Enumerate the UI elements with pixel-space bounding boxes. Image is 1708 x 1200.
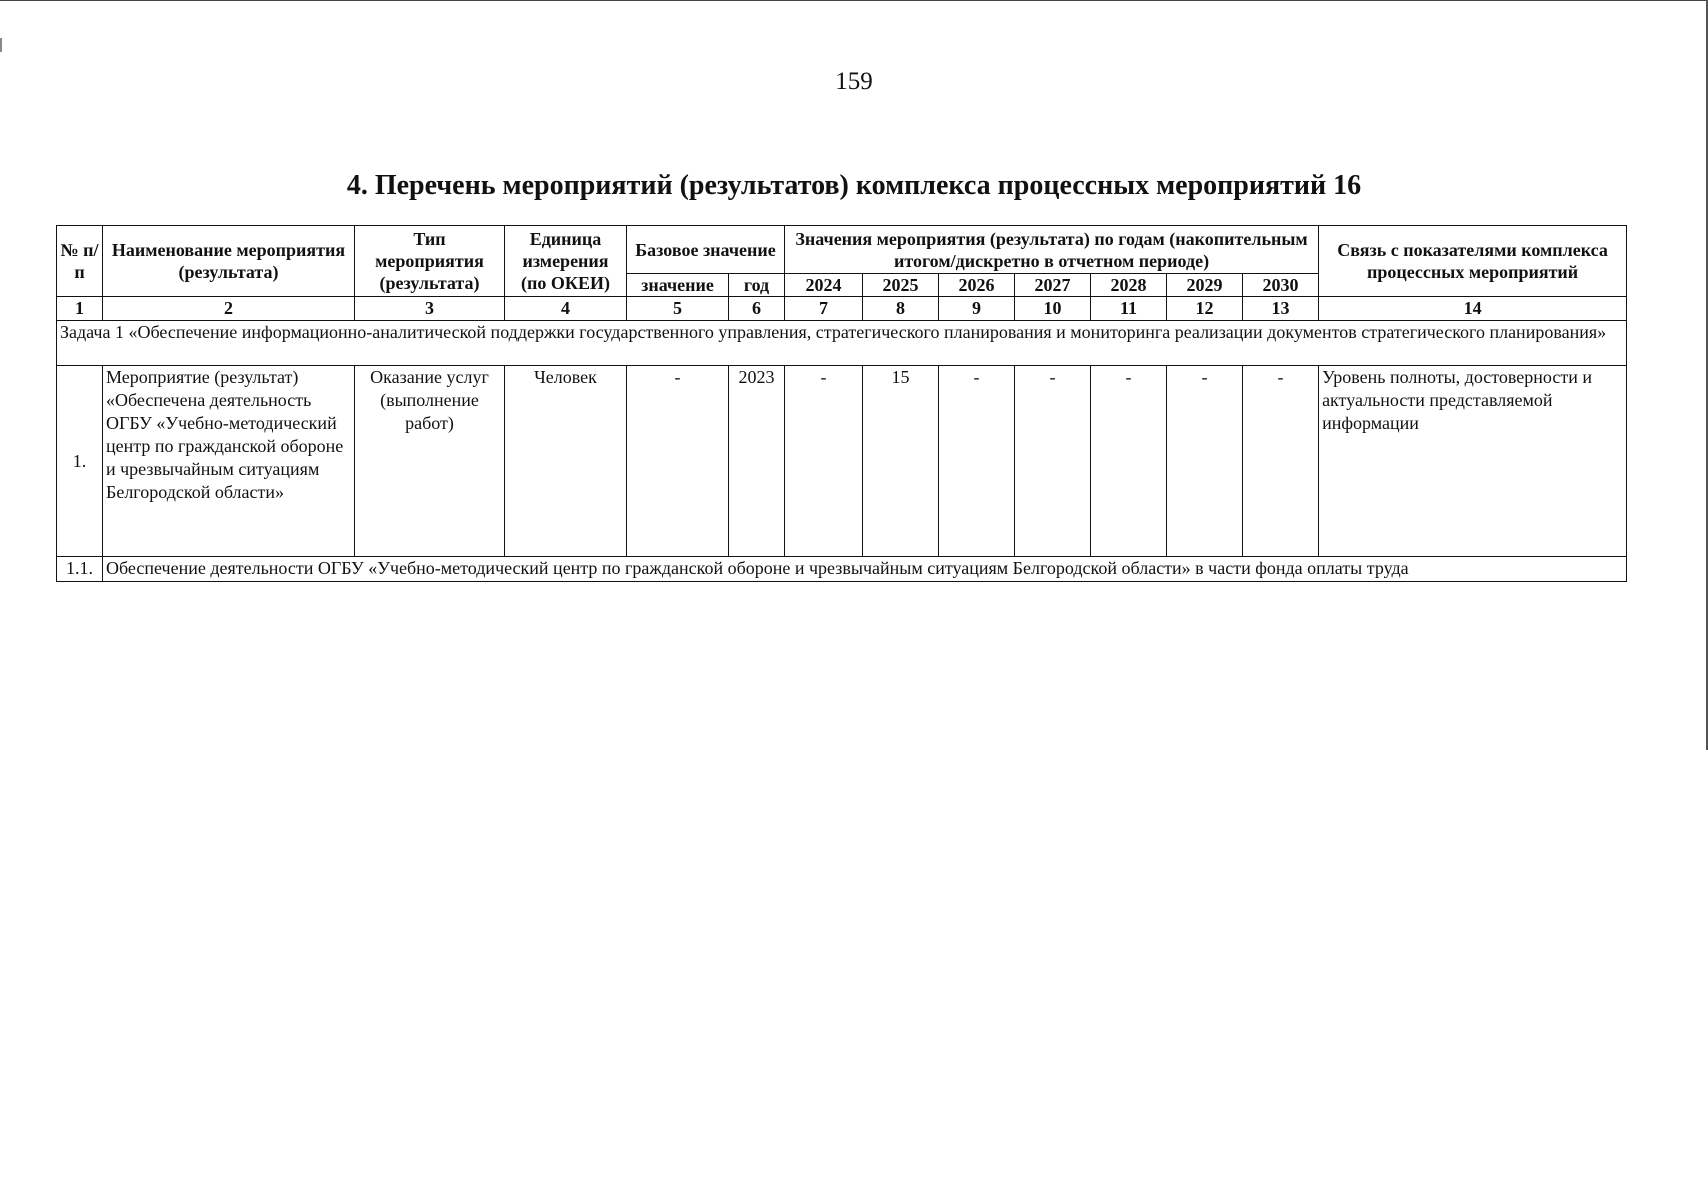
header-values-by-year: Значения мероприятия (результата) по годам (накопительным итогом/дискретно в отчетном периоде) xyxy=(785,226,1319,274)
column-number: 14 xyxy=(1319,297,1627,321)
header-unit: Единица измерения (по ОКЕИ) xyxy=(505,226,627,297)
header-year: 2028 xyxy=(1091,274,1167,297)
row-name: Мероприятие (результат) «Обеспечена деятельность ОГБУ «Учебно-методический центр по гражданской обороне и чрезвычайным ситуациям Белгородской области» xyxy=(103,366,355,557)
header-year: 2024 xyxy=(785,274,863,297)
column-number: 2 xyxy=(103,297,355,321)
header-name: Наименование мероприятия (результата) xyxy=(103,226,355,297)
header-num: № п/п xyxy=(57,226,103,297)
activities-table xyxy=(56,225,1627,582)
row-value-2030: - xyxy=(1243,366,1319,557)
table-row xyxy=(57,366,1627,557)
task-row xyxy=(57,321,1627,366)
page-number: 159 xyxy=(835,68,873,95)
subrow-num: 1.1. xyxy=(57,557,103,582)
column-number: 11 xyxy=(1091,297,1167,321)
column-number: 7 xyxy=(785,297,863,321)
row-value-2024: - xyxy=(785,366,863,557)
row-value-2028: - xyxy=(1091,366,1167,557)
header-base: Базовое значение xyxy=(627,226,785,274)
row-value-2025: 15 xyxy=(863,366,939,557)
row-base-year: 2023 xyxy=(729,366,785,557)
column-number: 3 xyxy=(355,297,505,321)
column-number: 9 xyxy=(939,297,1015,321)
column-number-row xyxy=(57,297,1627,321)
header-year: 2026 xyxy=(939,274,1015,297)
row-type: Оказание услуг (выполнение работ) xyxy=(355,366,505,557)
header-base-value: значение xyxy=(627,274,729,297)
row-value-2029: - xyxy=(1167,366,1243,557)
header-year: 2029 xyxy=(1167,274,1243,297)
header-year: 2030 xyxy=(1243,274,1319,297)
row-value-2026: - xyxy=(939,366,1015,557)
header-type: Тип мероприятия (результата) xyxy=(355,226,505,297)
table-row xyxy=(57,557,1627,582)
row-link: Уровень полноты, достоверности и актуальности представляемой информации xyxy=(1319,366,1627,557)
scan-left-mark xyxy=(0,38,2,52)
row-num: 1. xyxy=(57,366,103,557)
header-link: Связь с показателями комплекса процессных мероприятий xyxy=(1319,226,1627,297)
column-number: 8 xyxy=(863,297,939,321)
column-number: 4 xyxy=(505,297,627,321)
row-base-value: - xyxy=(627,366,729,557)
column-number: 13 xyxy=(1243,297,1319,321)
scan-top-edge xyxy=(0,0,1708,1)
column-number: 12 xyxy=(1167,297,1243,321)
page-title: 4. Перечень мероприятий (результатов) комплекса процессных мероприятий 16 xyxy=(346,170,1362,201)
task-text: Задача 1 «Обеспечение информационно-аналитической поддержки государственного управления, стратегического планирования и мониторинга реализации документов стратегического планирования» xyxy=(57,321,1627,366)
column-number: 10 xyxy=(1015,297,1091,321)
column-number: 1 xyxy=(57,297,103,321)
row-unit: Человек xyxy=(505,366,627,557)
header-year: 2027 xyxy=(1015,274,1091,297)
subrow-text: Обеспечение деятельности ОГБУ «Учебно-методический центр по гражданской обороне и чрезвычайным ситуациям Белгородской области» в части фонда оплаты труда xyxy=(103,557,1627,582)
header-base-year: год xyxy=(729,274,785,297)
header-year: 2025 xyxy=(863,274,939,297)
column-number: 6 xyxy=(729,297,785,321)
row-value-2027: - xyxy=(1015,366,1091,557)
column-number: 5 xyxy=(627,297,729,321)
